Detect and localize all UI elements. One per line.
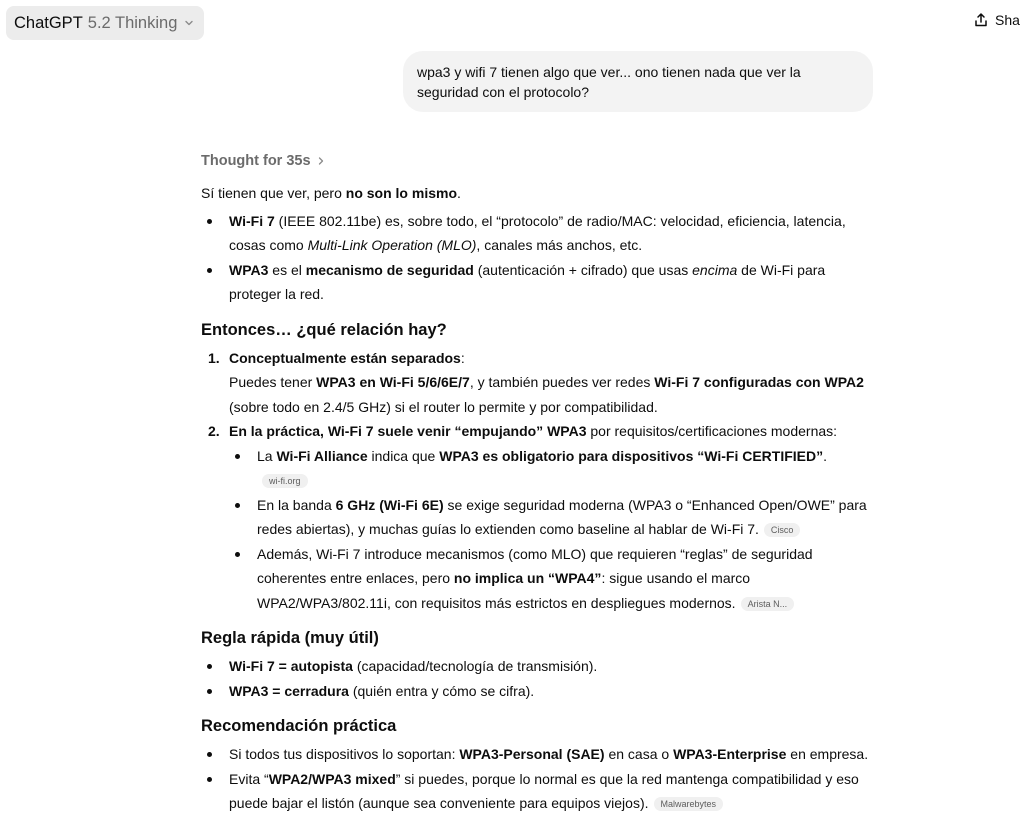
text-span: indica que: [367, 447, 440, 464]
list-item: [229, 444, 873, 493]
citation-chip[interactable]: Malwarebytes: [654, 797, 724, 811]
definitions-list: [201, 209, 873, 307]
text-span: es el: [268, 261, 306, 278]
recommendation-list: [201, 742, 873, 816]
bold-span: WPA3 es obligatorio para dispositivos “Wi-Fi CERTIFIED”: [439, 447, 824, 464]
list-item: [201, 742, 873, 767]
list-item: [201, 679, 873, 704]
bold-span: no implica un “WPA4”: [453, 570, 602, 586]
bold-span: 6 GHz (Wi-Fi 6E): [335, 496, 444, 513]
list-item: [201, 209, 873, 258]
text-span: .: [457, 185, 461, 201]
share-icon: [973, 12, 989, 28]
model-brand: ChatGPT: [14, 13, 83, 32]
text-span: en casa o: [604, 746, 674, 762]
thought-label: Thought for 35s: [201, 152, 311, 169]
text-span: (capacidad/tecnología de transmisión).: [352, 658, 598, 674]
list-number: 1.: [208, 349, 220, 366]
bold-span: mecanismo de seguridad: [305, 261, 474, 278]
text-span: (sobre todo en 2.4/5 GHz) si el router lo permite y por compatibilidad.: [229, 398, 658, 415]
bold-span: Wi-Fi 7: [229, 212, 275, 229]
list-item: [229, 542, 873, 616]
text-span: (quién entra y cómo se cifra).: [348, 682, 535, 699]
text-span: , canales más anchos, etc.: [476, 237, 643, 253]
share-button[interactable]: [973, 12, 1020, 28]
bold-span: WPA3-Enterprise: [673, 746, 787, 762]
text-span: : sigue usando el marco WPA2/WPA3/802.11i, con requisitos más estrictos en despliegues modernos.: [257, 570, 751, 611]
bold-span: WPA3 en Wi-Fi 5/6/6E/7: [316, 374, 470, 390]
text-span: se exige seguridad moderna (WPA3 o “Enhanced Open/OWE” para redes abiertas), y muchas guías lo extienden como baseline al hablar de Wi-Fi 7.: [257, 496, 867, 537]
bold-span: WPA3 = cerradura: [229, 682, 349, 699]
list-item: [201, 767, 873, 816]
section-heading-recomendacion: Recomendación práctica: [201, 717, 397, 735]
user-message-text: wpa3 y wifi 7 tienen algo que ver... ono tienen nada que ver la seguridad con el protocolo?: [417, 64, 801, 100]
bold-span: Conceptualmente están separados: [229, 349, 461, 366]
text-span: de Wi-Fi para proteger la red.: [229, 261, 826, 302]
italic-span: Multi-Link Operation (MLO): [307, 237, 477, 253]
bold-span: Wi-Fi 7 = autopista: [229, 658, 353, 674]
text-span: .: [823, 447, 827, 464]
text-span: (autenticación + cifrado) que usas: [473, 261, 693, 278]
bold-span: no son lo mismo: [345, 185, 457, 201]
model-variant: 5.2 Thinking: [87, 13, 178, 32]
bold-span: WPA3-Personal (SAE): [459, 746, 605, 762]
bold-span: En la práctica, Wi-Fi 7 suele venir “empujando” WPA3: [229, 423, 587, 439]
text-span: Evita “: [229, 770, 269, 787]
chevron-right-icon: [317, 156, 325, 166]
citation-chip[interactable]: Arista N...: [741, 597, 795, 611]
chevron-down-icon: [184, 18, 194, 28]
text-span: (IEEE 802.11be) es, sobre todo, el “protocolo” de radio/MAC: velocidad, eficiencia, latencia, cosas como: [229, 212, 846, 253]
citation-chip[interactable]: wi-fi.org: [262, 474, 308, 488]
list-number: 2.: [208, 423, 220, 439]
text-span: Si todos tus dispositivos lo soportan:: [229, 746, 460, 762]
sub-list: [229, 444, 873, 616]
bold-span: Wi-Fi 7 configuradas con WPA2: [654, 374, 864, 390]
bold-span: WPA2/WPA3 mixed: [268, 770, 396, 787]
list-item: [201, 346, 873, 420]
text-span: en empresa.: [786, 746, 869, 762]
user-message-bubble: [403, 51, 873, 112]
text-span: Puedes tener: [229, 374, 317, 390]
text-span: , y también puedes ver redes: [469, 374, 655, 390]
section-heading-relacion: Entonces… ¿qué relación hay?: [201, 320, 447, 339]
list-item: [201, 654, 873, 679]
text-span: por requisitos/certificaciones modernas:: [586, 423, 838, 439]
text-span: Sí tienen que ver, pero: [201, 185, 346, 201]
citation-chip[interactable]: Cisco: [764, 523, 801, 537]
list-item: [229, 493, 873, 542]
section-heading-regla: Regla rápida (muy útil): [201, 629, 379, 647]
relation-list: [201, 346, 873, 616]
model-selector-button[interactable]: [6, 6, 204, 40]
rule-list: [201, 654, 873, 703]
text-span: Además, Wi-Fi 7 introduce mecanismos (como MLO) que requieren “reglas” de seguridad coherentes entre enlaces, pero: [257, 545, 813, 586]
list-item: [201, 419, 873, 615]
text-span: ” si puedes, porque lo normal es que la red mantenga compatibilidad y eso puede bajar el listón (aunque sea conveniente para equipos viejos).: [229, 770, 859, 811]
text-span: :: [460, 349, 465, 366]
list-item: [201, 258, 873, 307]
intro-paragraph: [201, 181, 873, 206]
assistant-message: [201, 150, 873, 816]
bold-span: Wi-Fi Alliance: [276, 447, 368, 464]
italic-span: encima: [692, 261, 738, 278]
text-span: La: [257, 447, 277, 464]
text-span: En la banda: [257, 496, 336, 513]
thought-toggle[interactable]: [201, 150, 873, 172]
share-label: Sha: [995, 12, 1020, 28]
bold-span: WPA3: [229, 261, 269, 278]
